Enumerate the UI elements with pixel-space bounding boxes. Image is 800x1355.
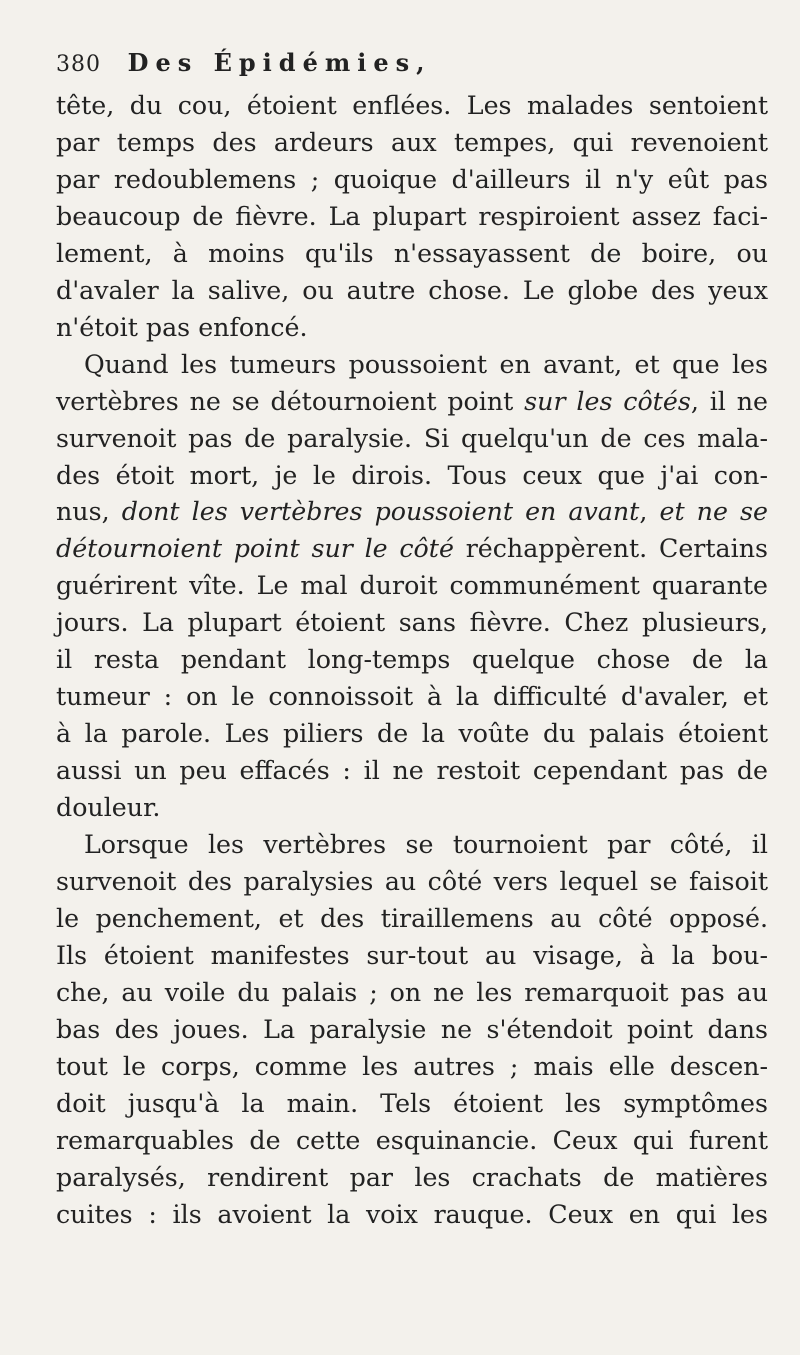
text-line	[56, 87, 768, 124]
text-segment: n'étoit pas enfoncé.	[56, 312, 308, 342]
text-segment: tout le corps, comme les autres ; mais elle descen-	[56, 1051, 768, 1081]
text-segment: le penchement, et des tiraillemens au côté opposé.	[56, 903, 768, 933]
text-line	[56, 530, 768, 567]
italic-text: et ne se	[659, 497, 768, 527]
text-segment: lement, à moins qu'ils n'essayassent de boire, ou	[56, 238, 768, 268]
text-segment: aussi un peu effacés : il ne restoit cependant pas de	[56, 756, 768, 786]
text-segment: guérirent vîte. Le mal duroit communément quarante	[56, 571, 768, 601]
text-line	[56, 1196, 768, 1233]
text-segment: à la parole. Les piliers de la voûte du palais étoient	[56, 719, 768, 749]
text-line	[56, 198, 768, 235]
text-line	[56, 235, 768, 272]
text-line	[56, 124, 768, 161]
text-segment: jours. La plupart étoient sans fièvre. Chez plusieurs,	[56, 608, 768, 638]
text-segment: tumeur : on le connoissoit à la difficulté d'avaler, et	[56, 682, 768, 712]
text-line	[56, 1085, 768, 1122]
text-line	[84, 346, 768, 383]
text-line	[56, 641, 768, 678]
text-line	[56, 420, 768, 457]
text-line	[56, 272, 768, 309]
text-line	[56, 863, 768, 900]
text-line	[56, 900, 768, 937]
text-segment: nus,	[56, 497, 122, 527]
text-segment: remarquables de cette esquinancie. Ceux qui furent	[56, 1125, 768, 1155]
text-segment: survenoit pas de paralysie. Si quelqu'un de ces mala-	[56, 423, 768, 453]
text-line	[56, 1048, 768, 1085]
text-segment: des étoit mort, je le dirois. Tous ceux que j'ai con-	[56, 460, 768, 490]
text-line	[56, 1122, 768, 1159]
text-line	[56, 1011, 768, 1048]
text-line	[56, 493, 768, 530]
text-segment: ,	[639, 497, 660, 527]
text-segment: paralysés, rendirent par les crachats de matières	[56, 1162, 768, 1192]
text-segment: par temps des ardeurs aux tempes, qui revenoient	[56, 127, 768, 157]
text-line	[56, 974, 768, 1011]
text-segment: vertèbres ne se détournoient point	[56, 386, 525, 416]
text-segment: il resta pendant long-temps quelque chose de la	[56, 645, 768, 675]
text-segment: cuites : ils avoient la voix rauque. Ceux en qui les	[56, 1199, 768, 1229]
italic-text: sur les côtés	[524, 386, 691, 416]
text-segment: Ils étoient manifestes sur-tout au visage, à la bou-	[56, 940, 768, 970]
text-line	[84, 826, 768, 863]
running-title: Des Épidémies,	[127, 48, 432, 77]
text-segment: réchappèrent. Certains	[453, 534, 768, 564]
text-line	[56, 567, 768, 604]
text-line	[56, 937, 768, 974]
italic-text: détournoient point sur le côté	[56, 534, 454, 564]
text-line	[56, 752, 768, 789]
text-segment: survenoit des paralysies au côté vers lequel se faisoit	[56, 866, 768, 896]
text-segment: bas des joues. La paralysie ne s'étendoit point dans	[56, 1014, 768, 1044]
text-segment: Quand les tumeurs poussoient en avant, et que les	[84, 349, 768, 379]
text-line	[56, 604, 768, 641]
text-line	[56, 1159, 768, 1196]
text-segment: d'avaler la salive, ou autre chose. Le globe des yeux	[56, 275, 768, 305]
text-line	[56, 309, 768, 346]
text-segment: douleur.	[56, 793, 161, 823]
text-line	[56, 789, 768, 826]
text-segment: tête, du cou, étoient enflées. Les malades sentoient	[56, 91, 768, 120]
text-segment: che, au voile du palais ; on ne les remarquoit pas au	[56, 977, 768, 1007]
text-line	[56, 383, 768, 420]
text-segment: beaucoup de fièvre. La plupart respiroient assez faci-	[56, 201, 768, 231]
text-line	[56, 678, 768, 715]
text-segment: Lorsque les vertèbres se tournoient par côté, il	[84, 830, 768, 859]
text-line	[56, 715, 768, 752]
running-header	[56, 48, 431, 77]
italic-text: dont les vertèbres poussoient en avant	[121, 497, 640, 527]
text-line	[56, 457, 768, 494]
text-segment: doit jusqu'à la main. Tels étoient les symptômes	[56, 1088, 768, 1118]
text-segment: par redoublemens ; quoique d'ailleurs il n'y eût pas	[56, 164, 768, 194]
text-line	[56, 161, 768, 198]
page-number: 380	[56, 52, 101, 77]
text-segment: , il ne	[690, 386, 769, 416]
